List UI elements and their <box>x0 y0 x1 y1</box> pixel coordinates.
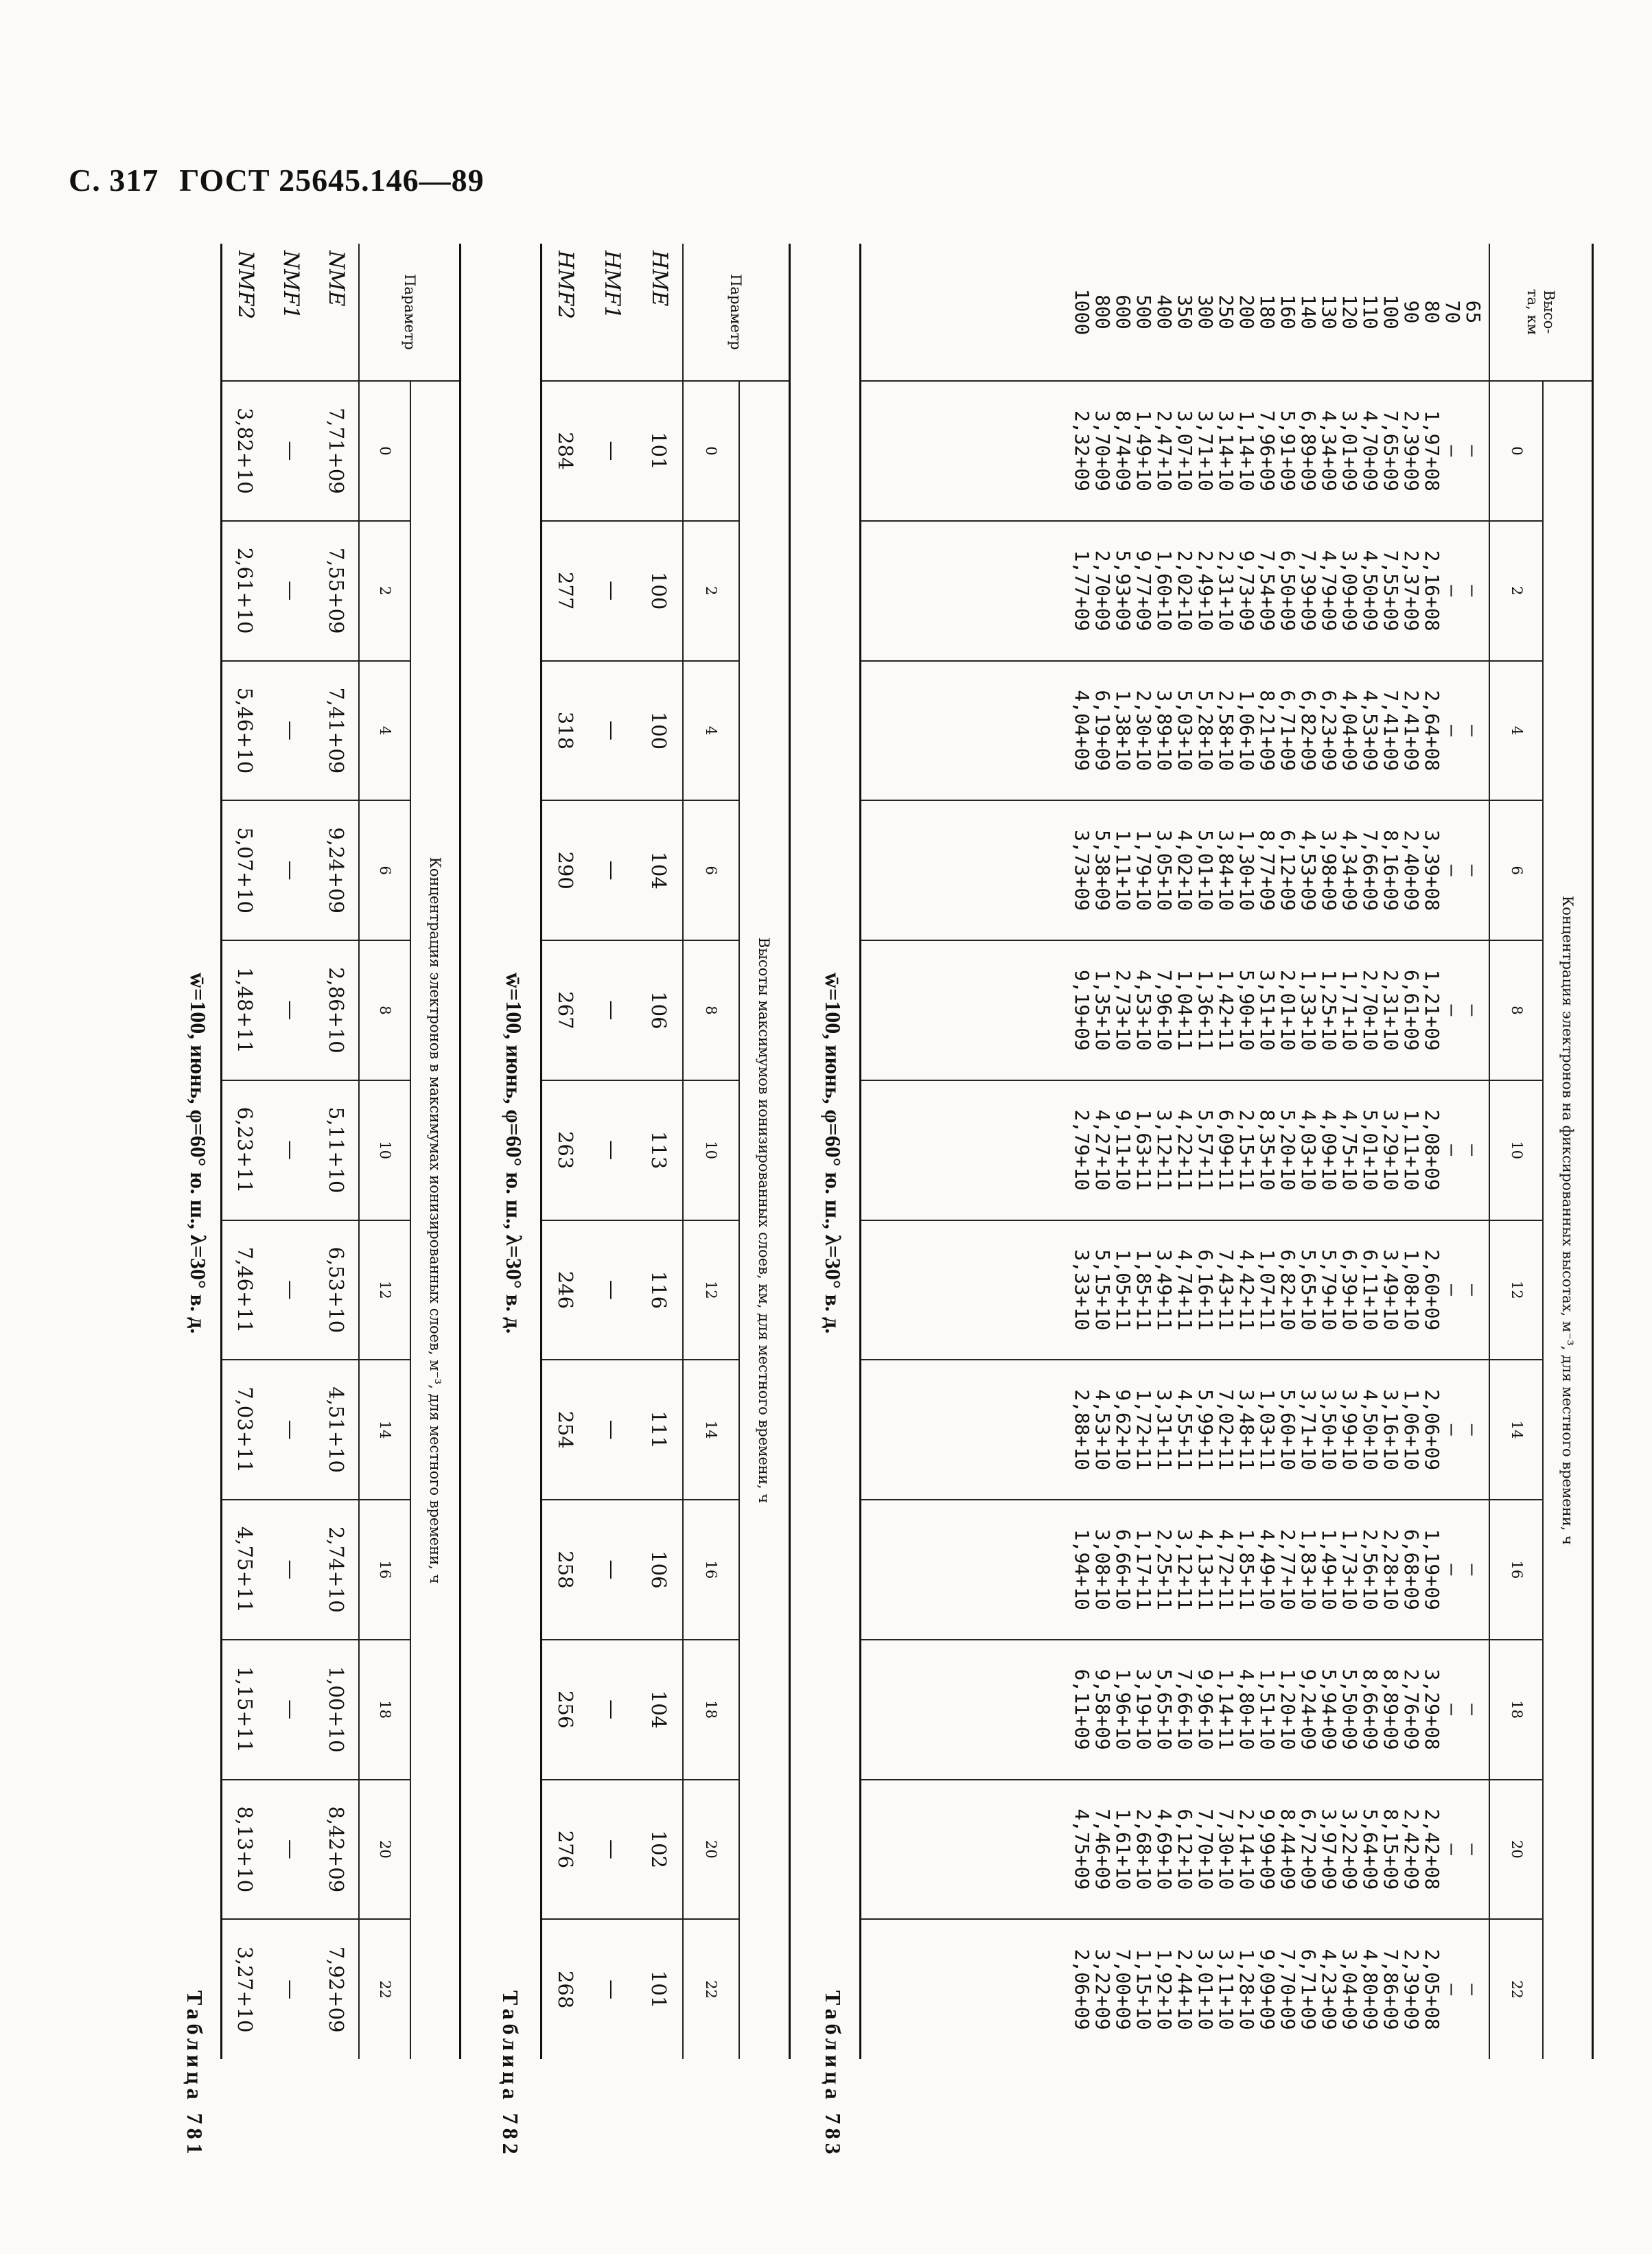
hour-header: 20 <box>360 1780 411 1920</box>
table-cell: — <box>588 521 636 661</box>
table-cell: — <box>268 1780 314 1920</box>
table-cell: — <box>588 381 636 521</box>
param-name: HME <box>636 244 683 381</box>
table-cell: 2,74+10 <box>314 1500 360 1640</box>
table-cell: 100 <box>636 521 683 661</box>
hour-header: 2 <box>360 521 411 661</box>
hour-header: 20 <box>683 1780 739 1920</box>
table-cell: 8,42+09 <box>314 1780 360 1920</box>
table-cell: 7,71+09 <box>314 381 360 521</box>
table-782 <box>540 244 791 2059</box>
value-column: — — 2,42+08 2,42+09 8,15+09 5,64+09 3,22+09 3,97+09 6,72+09 8,44+09 9,99+09 2,14+10 7,30+10 7,70+10 6,12+10 4,69+10 2,68+10 1,61+10 7,46+09 4,75+09 <box>861 1780 1490 1920</box>
table-783-label: Таблица 783 <box>821 1990 846 2159</box>
table-cell: — <box>588 661 636 801</box>
table-cell: — <box>268 1220 314 1360</box>
table-cell: 3,82+10 <box>222 381 268 521</box>
hour-header: 0 <box>360 381 411 521</box>
table-cell: 9,24+09 <box>314 800 360 940</box>
table-cell: — <box>588 1220 636 1360</box>
table-781-label: Таблица 781 <box>183 1990 207 2159</box>
value-column: — — 3,29+08 2,76+09 8,89+09 8,66+09 5,50+09 5,94+09 9,24+09 1,20+10 1,51+10 4,80+10 1,14+11 9,96+10 7,66+10 5,65+10 3,19+10 1,96+10 9,58+09 6,11+09 <box>861 1640 1490 1780</box>
table-cell: — <box>588 800 636 940</box>
table-cell: 256 <box>542 1640 589 1780</box>
table-cell: 106 <box>636 940 683 1080</box>
value-column: — — 2,60+09 1,08+10 3,49+10 6,11+10 6,39+10 5,79+10 5,65+10 6,82+10 1,07+11 4,42+11 7,43+11 6,16+11 4,74+11 3,49+11 1,85+11 1,05+11 5,15+10 3,33+10 <box>861 1220 1490 1360</box>
table-cell: 2,61+10 <box>222 521 268 661</box>
table-cell: 7,03+11 <box>222 1360 268 1500</box>
table-cell: 1,15+11 <box>222 1640 268 1780</box>
table-cell: 1,48+11 <box>222 940 268 1080</box>
hour-header: 16 <box>683 1500 739 1640</box>
hour-header: 6 <box>683 800 739 940</box>
table-cell: — <box>268 1360 314 1500</box>
table-cell: 263 <box>542 1080 589 1220</box>
hour-header: 0 <box>1490 381 1544 521</box>
height-values: 65 70 80 90 100 110 120 130 140 160 180 200 250 300 350 400 500 600 800 1000 <box>861 244 1490 381</box>
table-cell: — <box>268 381 314 521</box>
table-cell: 3,27+10 <box>222 1919 268 2059</box>
span-header: Высоты максимумов ионизированных слоев, км, для местного времени, ч <box>739 381 790 2059</box>
span-header: Концентрация электронов в максимумах ионизированных слоев, м⁻³, для местного времени, ч <box>411 381 461 2059</box>
hour-header: 0 <box>683 381 739 521</box>
hour-header: 12 <box>360 1220 411 1360</box>
table-cell: 101 <box>636 381 683 521</box>
table-cell: 254 <box>542 1360 589 1500</box>
value-column: — — 2,16+08 2,37+09 7,55+09 4,50+09 3,09+09 4,79+09 7,39+09 6,50+09 7,54+09 9,73+09 2,31+10 2,49+10 2,02+10 1,60+10 9,77+09 5,93+09 2,70+09 1,77+09 <box>861 521 1490 661</box>
table-cell: — <box>268 1640 314 1780</box>
table-cell: — <box>268 800 314 940</box>
hour-header: 18 <box>683 1640 739 1780</box>
hour-header: 4 <box>1490 661 1544 801</box>
value-column: — — 2,06+09 1,06+10 3,16+10 4,50+10 3,99+10 3,50+10 3,71+10 5,60+10 1,03+11 3,48+11 7,02+11 5,99+11 4,55+11 3,31+11 1,72+11 9,62+10 4,53+10 2,88+10 <box>861 1360 1490 1500</box>
hour-header: 18 <box>1490 1640 1544 1780</box>
table-cell: — <box>588 1080 636 1220</box>
table-cell: 268 <box>542 1919 589 2059</box>
table-cell: 8,13+10 <box>222 1780 268 1920</box>
param-name: HMF1 <box>600 251 625 320</box>
hour-header: 2 <box>1490 521 1544 661</box>
table-cell: 104 <box>636 800 683 940</box>
span-header: Концентрация электронов на фиксированных высотах, м⁻³, для местного времени, ч <box>1544 381 1593 2059</box>
table-cell: 4,75+11 <box>222 1500 268 1640</box>
param-header: Параметр <box>401 274 418 350</box>
table-782-label: Таблица 782 <box>498 1990 523 2159</box>
table-783-caption: w̄=100, июнь, φ=60° ю. ш., λ=30° в. д. <box>821 972 846 1334</box>
hour-header: 2 <box>683 521 739 661</box>
table-cell: 290 <box>542 800 589 940</box>
value-column: — — 2,05+08 2,39+09 7,86+09 4,80+09 3,04+09 4,23+09 6,71+09 7,70+09 9,09+09 1,28+10 3,11+10 3,01+10 2,44+10 1,92+10 1,15+10 7,00+09 3,22+09 2,06+09 <box>861 1919 1490 2059</box>
table-cell: 318 <box>542 661 589 801</box>
table-cell: 277 <box>542 521 589 661</box>
hour-header: 4 <box>360 661 411 801</box>
table-cell: — <box>588 1640 636 1780</box>
table-783 <box>859 244 1594 2059</box>
hour-header: 16 <box>360 1500 411 1640</box>
table-cell: 111 <box>636 1360 683 1500</box>
table-cell: 104 <box>636 1640 683 1780</box>
table-cell: — <box>588 1360 636 1500</box>
hour-header: 16 <box>1490 1500 1544 1640</box>
page-number: С. 317 <box>69 163 159 198</box>
table-cell: 6,23+11 <box>222 1080 268 1220</box>
hour-header: 14 <box>360 1360 411 1500</box>
table-cell: 100 <box>636 661 683 801</box>
table-cell: 2,86+10 <box>314 940 360 1080</box>
table-cell: 4,51+10 <box>314 1360 360 1500</box>
hour-header: 22 <box>683 1919 739 2059</box>
hour-header: 14 <box>683 1360 739 1500</box>
table-cell: 284 <box>542 381 589 521</box>
height-header: Высо- та, км <box>1524 289 1558 335</box>
table-cell: 276 <box>542 1780 589 1920</box>
hour-header: 22 <box>360 1919 411 2059</box>
hour-header: 8 <box>360 940 411 1080</box>
table-cell: — <box>268 1080 314 1220</box>
table-cell: 5,07+10 <box>222 800 268 940</box>
param-name: NMF2 <box>233 251 258 320</box>
table-cell: 7,41+09 <box>314 661 360 801</box>
param-name: NME <box>314 244 360 381</box>
param-name: NMF1 <box>278 251 303 320</box>
value-column: — — 1,19+09 6,68+09 2,28+10 2,56+10 1,73+10 1,49+10 1,83+10 2,77+10 4,49+10 1,85+11 4,72+11 4,13+11 3,12+11 2,25+11 1,17+11 6,66+10 3,08+10 1,94+10 <box>861 1500 1490 1640</box>
value-column: — — 2,08+09 1,11+10 3,29+10 5,01+10 4,75+10 4,09+10 4,03+10 5,20+10 8,35+10 2,15+11 6,09+11 5,57+11 4,22+11 3,12+11 1,63+11 9,11+10 4,27+10 2,79+10 <box>861 1080 1490 1220</box>
table-782-caption: w̄=100, июнь, φ=60° ю. ш., λ=30° в. д. <box>502 972 526 1334</box>
table-cell: — <box>588 1780 636 1920</box>
table-cell: 101 <box>636 1919 683 2059</box>
hour-header: 10 <box>360 1080 411 1220</box>
param-name: HMF2 <box>553 251 579 320</box>
table-cell: 5,11+10 <box>314 1080 360 1220</box>
table-cell: — <box>588 1500 636 1640</box>
hour-header: 12 <box>1490 1220 1544 1360</box>
table-cell: 258 <box>542 1500 589 1640</box>
hour-header: 10 <box>1490 1080 1544 1220</box>
value-column: — — 3,39+08 2,40+09 8,16+09 7,66+09 4,34+09 3,98+09 4,53+09 6,12+09 8,77+09 1,30+10 3,84+10 5,01+10 4,02+10 3,05+10 1,79+10 1,11+10 5,38+09 3,73+09 <box>861 800 1490 940</box>
table-cell: 106 <box>636 1500 683 1640</box>
table-cell: — <box>268 1919 314 2059</box>
hour-header: 6 <box>1490 800 1544 940</box>
hour-header: 14 <box>1490 1360 1544 1500</box>
hour-header: 22 <box>1490 1919 1544 2059</box>
hour-header: 10 <box>683 1080 739 1220</box>
table-cell: — <box>268 661 314 801</box>
table-cell: 116 <box>636 1220 683 1360</box>
param-header: Параметр <box>728 274 745 350</box>
hour-header: 4 <box>683 661 739 801</box>
table-cell: 7,55+09 <box>314 521 360 661</box>
hour-header: 20 <box>1490 1780 1544 1920</box>
hour-header: 18 <box>360 1640 411 1780</box>
table-cell: 6,53+10 <box>314 1220 360 1360</box>
table-cell: 102 <box>636 1780 683 1920</box>
table-cell: — <box>588 1919 636 2059</box>
table-781 <box>221 244 461 2059</box>
table-cell: — <box>268 521 314 661</box>
table-cell: 246 <box>542 1220 589 1360</box>
hour-header: 8 <box>683 940 739 1080</box>
hour-header: 8 <box>1490 940 1544 1080</box>
table-781-caption: w̄=100, июнь, φ=60° ю. ш., λ=30° в. д. <box>186 972 211 1334</box>
table-cell: — <box>268 940 314 1080</box>
value-column: — — 1,97+08 2,39+09 7,65+09 4,70+09 3,01+09 4,34+09 6,89+09 5,91+09 7,96+09 1,14+10 3,14+10 3,71+10 3,07+10 2,47+10 1,49+10 8,74+09 3,70+09 2,32+09 <box>861 381 1490 521</box>
table-cell: 5,46+10 <box>222 661 268 801</box>
table-cell: 1,00+10 <box>314 1640 360 1780</box>
table-cell: 113 <box>636 1080 683 1220</box>
value-column: — — 2,64+08 2,41+09 7,41+09 4,53+09 4,04+09 6,23+09 6,82+09 6,71+09 8,21+09 1,06+10 2,58+10 5,28+10 5,03+10 3,89+10 2,30+10 1,38+10 6,19+09 4,04+09 <box>861 661 1490 801</box>
value-column: — — 1,21+09 6,61+09 2,31+10 2,70+10 1,71+10 1,25+10 1,33+10 2,01+10 3,51+10 5,90+10 1,42+11 1,36+11 1,04+11 7,96+10 4,53+10 2,73+10 1,35+10 9,19+09 <box>861 940 1490 1080</box>
table-cell: 7,46+11 <box>222 1220 268 1360</box>
hour-header: 6 <box>360 800 411 940</box>
standard-designation: ГОСТ 25645.146—89 <box>179 163 485 198</box>
table-cell: 267 <box>542 940 589 1080</box>
hour-header: 12 <box>683 1220 739 1360</box>
table-cell: — <box>268 1500 314 1640</box>
table-cell: — <box>588 940 636 1080</box>
table-cell: 7,92+09 <box>314 1919 360 2059</box>
